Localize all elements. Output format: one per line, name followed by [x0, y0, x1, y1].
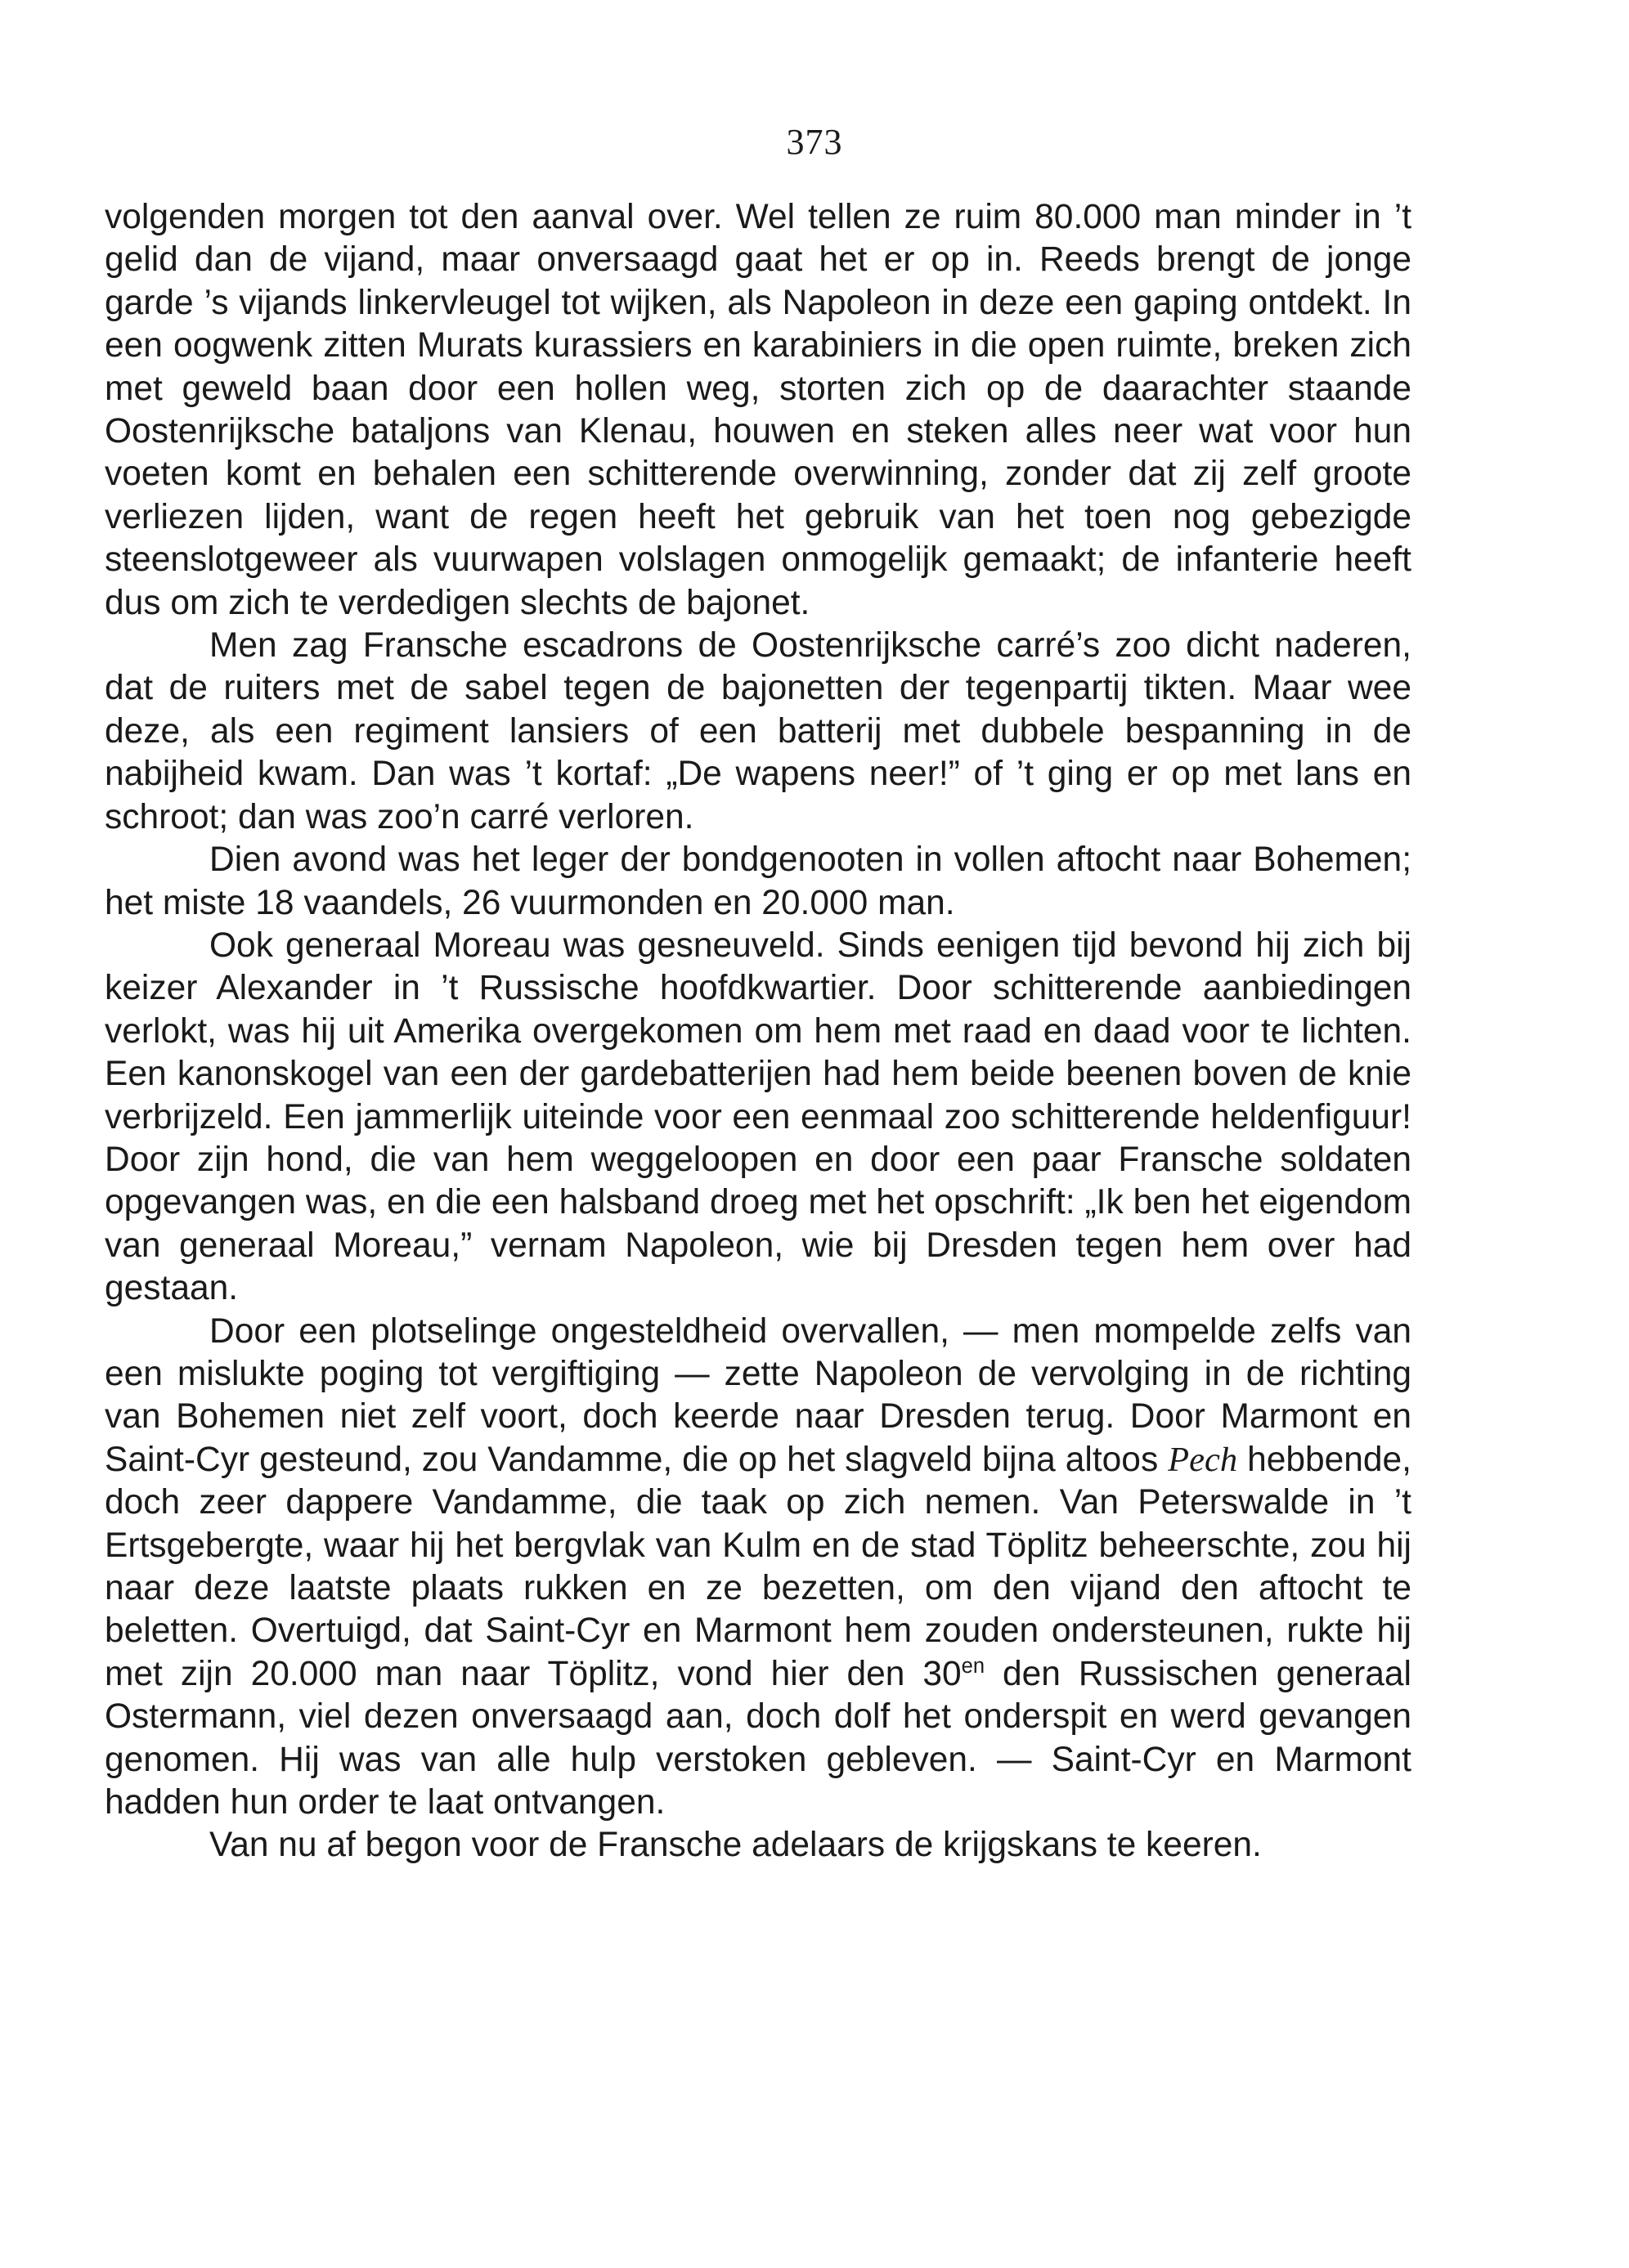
italic-word-pech: Pech: [1168, 1440, 1238, 1479]
paragraph-4: Ook generaal Moreau was gesneuveld. Sinds eenigen tijd bevond hij zich bij keizer Alexander in ’t Russische hoofdkwartier. Door schitterende aanbiedingen verlokt, was hij uit Amerika overgekomen om hem met raad en daad voor te lichten. Een kanonskogel van een der gardebatterijen had hem beide beenen boven de knie verbrijzeld. Een jammerlijk uiteinde voor een eenmaal zoo schitterende heldenfiguur! Door zijn hond, die van hem weggeloopen en door een paar Fransche soldaten opgevangen was, en die een halsband droeg met het opschrift: „Ik ben het eigendom van generaal Moreau,” vernam Napoleon, wie bij Dresden tegen hem over had gestaan.: [105, 926, 1411, 1308]
paragraph-5-part-3: den Russischen generaal Ostermann, viel dezen onversaagd aan, doch dolf het onderspit en werd gevangen genomen. Hij was van alle hulp verstoken gebleven. — Saint-Cyr en Marmont hadden hun order te laat ontvangen.: [105, 1654, 1411, 1822]
paragraph-5-part-2: hebbende, doch zeer dappere Vandamme, die taak op zich nemen. Van Peterswalde in ’t Ertsgebergte, waar hij het bergvlak van Kulm en de stad Töplitz beheerschte, zou hij naar deze laatste plaats rukken en ze bezetten, om den vijand den aftocht te beletten. Overtuigd, dat Saint-Cyr en Marmont hem zouden ondersteunen, rukte hij met zijn 20.000 man naar Töplitz, vond hier den 30: [105, 1440, 1411, 1693]
ordinal-superscript: en: [961, 1654, 985, 1678]
body-text: [105, 196, 1411, 1867]
paragraph-6: Van nu af begon voor de Fransche adelaars de krijgskans te keeren.: [209, 1826, 1262, 1865]
paragraph-2: Men zag Fransche escadrons de Oostenrijksche carré’s zoo dicht naderen, dat de ruiters met de sabel tegen de bajonetten der tegenpartij tikten. Maar wee deze, als een regiment lansiers of een batterij met dubbele bespanning in de nabijheid kwam. Dan was ’t kortaf: „De wapens neer!” of ’t ging er op met lans en schroot; dan was zoo’n carré verloren.: [105, 626, 1411, 836]
paragraph-1: volgenden morgen tot den aanval over. Wel tellen ze ruim 80.000 man minder in ’t gelid dan de vijand, maar onversaagd gaat het er op in. Reeds brengt de jonge garde ’s vijands linkervleugel tot wijken, als Napoleon in deze een gaping ontdekt. In een oogwenk zitten Murats kurassiers en karabiniers in die open ruimte, breken zich met geweld baan door een hollen weg, storten zich op de daarachter staande Oostenrijksche bataljons van Klenau, houwen en steken alles neer wat voor hun voeten komt en behalen een schitterende overwinning, zonder dat zij zelf groote verliezen lijden, want de regen heeft het gebruik van het toen nog gebezigde steenslotgeweer als vuurwapen volslagen onmogelijk gemaakt; de infanterie heeft dus om zich te verdedigen slechts de bajonet.: [105, 198, 1411, 622]
paragraph-5: [105, 1311, 1411, 1825]
paragraph-3: Dien avond was het leger der bondgenooten in vollen aftocht naar Bohemen; het miste 18 vaandels, 26 vuurmonden en 20.000 man.: [105, 840, 1411, 922]
page-number: 373: [786, 122, 843, 162]
paragraph-5-part-1: Door een plotselinge ongesteldheid overvallen, — men mompelde zelfs van een mislukte poging tot vergiftiging — zette Napoleon de vervolging in de richting van Bohemen niet zelf voort, doch keerde naar Dresden terug. Door Marmont en Saint-Cyr gesteund, zou Vandamme, die op het slagveld bijna altoos: [105, 1311, 1411, 1479]
